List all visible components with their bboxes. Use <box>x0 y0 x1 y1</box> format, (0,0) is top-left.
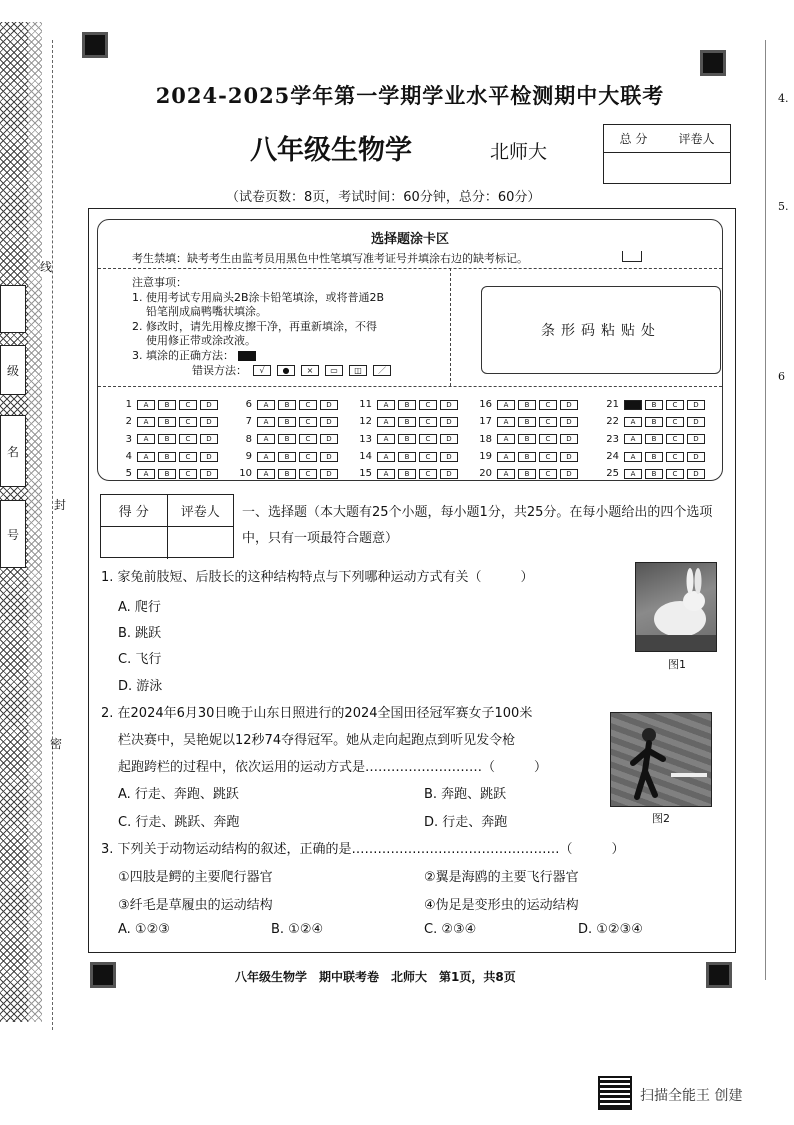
bubble-row <box>118 448 218 465</box>
answer-bubble-13-d[interactable]: D <box>440 434 458 444</box>
answer-bubble-25-a[interactable]: A <box>624 469 642 479</box>
bubble-question-number: 19 <box>479 451 492 463</box>
answer-bubble-16-a[interactable]: A <box>497 400 515 410</box>
answer-bubble-9-d[interactable]: D <box>320 452 338 462</box>
answer-bubble-23-d[interactable]: D <box>687 434 705 444</box>
wrong-mark-dot: ● <box>277 365 295 376</box>
answer-bubble-6-b[interactable]: B <box>278 400 296 410</box>
bubble-row <box>478 448 578 465</box>
answer-bubble-12-b[interactable]: B <box>398 417 416 427</box>
q2-option-b[interactable]: B. 奔跑、跳跃 <box>424 787 507 802</box>
bubble-question-number: 15 <box>359 468 372 480</box>
answer-bubble-10-a[interactable]: A <box>257 469 275 479</box>
answer-bubble-8-a[interactable]: A <box>257 434 275 444</box>
answer-bubble-18-c[interactable]: C <box>539 434 557 444</box>
binding-char-seal: 封 <box>54 498 67 512</box>
answer-bubble-1-a[interactable]: A <box>137 400 155 410</box>
answer-bubble-19-c[interactable]: C <box>539 452 557 462</box>
bubble-row <box>238 465 338 482</box>
q3-option-a[interactable]: A. ①②③ <box>118 922 170 937</box>
bubble-question-number: 14 <box>359 451 372 463</box>
bubble-question-number: 20 <box>479 468 492 480</box>
answer-bubble-23-a[interactable]: A <box>624 434 642 444</box>
answer-bubble-15-c[interactable]: C <box>419 469 437 479</box>
page-footer: 八年级生物学 期中联考卷 北师大 第1页，共8页 <box>235 970 516 984</box>
grader-label: 评卷人 <box>678 132 715 146</box>
bubble-question-number: 4 <box>125 451 132 463</box>
answer-bubble-11-c[interactable]: C <box>419 400 437 410</box>
q1-option-a[interactable]: A. 爬行 <box>118 600 161 615</box>
bubble-row <box>605 431 705 448</box>
next-page-edge <box>765 40 794 980</box>
note-3-text: 3. 填涂的正确方法： <box>132 348 234 362</box>
answer-bubble-15-a[interactable]: A <box>377 469 395 479</box>
answer-bubble-4-d[interactable]: D <box>200 452 218 462</box>
bubble-question-number: 18 <box>479 433 492 445</box>
answer-bubble-2-d[interactable]: D <box>200 417 218 427</box>
bubble-question-number: 2 <box>125 416 132 428</box>
bubble-row <box>358 413 458 430</box>
answer-bubble-20-d[interactable]: D <box>560 469 578 479</box>
barcode-area: 条形码粘贴处 <box>481 286 721 374</box>
answer-bubble-21-b[interactable]: B <box>645 400 663 410</box>
answer-bubble-3-c[interactable]: C <box>179 434 197 444</box>
registration-mark-tl <box>82 32 108 58</box>
q1-stem: 1. 家兔前肢短、后肢长的这种结构特点与下列哪种运动方式有关（ ） <box>101 570 534 585</box>
bubble-question-number: 8 <box>245 433 252 445</box>
bubble-row <box>358 448 458 465</box>
bubble-row <box>358 465 458 482</box>
answer-bubble-22-c[interactable]: C <box>666 417 684 427</box>
bubble-row <box>118 465 218 482</box>
answer-bubble-17-d[interactable]: D <box>560 417 578 427</box>
wrong-mark-bar: ▭ <box>325 365 343 376</box>
bubble-column <box>118 396 218 482</box>
q2-option-a[interactable]: A. 行走、奔跑、跳跃 <box>118 787 239 802</box>
note-1b: 铅笔削成扁鸭嘴状填涂。 <box>146 305 267 319</box>
bubble-row <box>605 448 705 465</box>
exam-info: （试卷页数：8页，考试时间：60分钟，总分：60分） <box>226 190 541 205</box>
bubble-question-number: 1 <box>125 399 132 411</box>
bubble-question-number: 11 <box>359 399 372 411</box>
bubble-question-number: 22 <box>606 416 619 428</box>
answer-bubble-19-b[interactable]: B <box>518 452 536 462</box>
q2-option-d[interactable]: D. 行走、奔跑 <box>424 815 508 830</box>
answer-bubble-23-c[interactable]: C <box>666 434 684 444</box>
answer-bubble-16-c[interactable]: C <box>539 400 557 410</box>
binding-label-name: 名 <box>0 415 26 487</box>
answer-bubble-5-c[interactable]: C <box>179 469 197 479</box>
bubble-row <box>118 431 218 448</box>
bubble-column <box>238 396 338 482</box>
q1-option-d[interactable]: D. 游泳 <box>118 679 163 694</box>
bubble-column <box>605 396 705 482</box>
answer-bubble-18-b[interactable]: B <box>518 434 536 444</box>
notes-block <box>132 276 447 378</box>
bubble-question-number: 9 <box>245 451 252 463</box>
answer-bubble-17-c[interactable]: C <box>539 417 557 427</box>
section-score-label: 得 分 <box>101 495 168 526</box>
answer-bubble-19-d[interactable]: D <box>560 452 578 462</box>
binding-box-blank <box>0 285 26 333</box>
answer-bubble-10-c[interactable]: C <box>299 469 317 479</box>
wrong-mark-slash: ／ <box>373 365 391 376</box>
answer-bubble-25-b[interactable]: B <box>645 469 663 479</box>
section-heading: 一、选择题（本大题有25个小题，每小题1分，共25分。在每小题给出的四个选项中，只有一项最符合题意） <box>242 505 713 546</box>
q3-option-c[interactable]: C. ②③④ <box>424 922 477 937</box>
wrong-mark-cross: × <box>301 365 319 376</box>
answer-bubble-7-a[interactable]: A <box>257 417 275 427</box>
bubble-row <box>118 396 218 413</box>
answer-bubble-18-d[interactable]: D <box>560 434 578 444</box>
answer-bubble-14-a[interactable]: A <box>377 452 395 462</box>
absent-note: 考生禁填：缺考考生由监考员用黑色中性笔填写准考证号并填涂右边的缺考标记。 <box>132 252 528 265</box>
note-2a: 2. 修改时，请先用橡皮擦干净，再重新填涂，不得 <box>132 319 377 333</box>
answer-bubble-3-b[interactable]: B <box>158 434 176 444</box>
bubble-question-number: 12 <box>359 416 372 428</box>
bubble-question-number: 6 <box>245 399 252 411</box>
registration-mark-bl <box>90 962 116 988</box>
answer-bubble-4-c[interactable]: C <box>179 452 197 462</box>
answer-card-title: 选择题涂卡区 <box>370 232 449 247</box>
q1-option-b[interactable]: B. 跳跃 <box>118 626 162 641</box>
section-grader-label: 评卷人 <box>180 505 220 520</box>
q2-line-1: 2. 在2024年6月30日晚于山东日照进行的2024全国田径冠军赛女子100米 <box>101 706 533 721</box>
wrong-methods-row <box>192 364 447 379</box>
answer-bubble-9-c[interactable]: C <box>299 452 317 462</box>
bubble-column <box>358 396 458 482</box>
wrong-mark-half: ◫ <box>349 365 367 376</box>
q3-statement-1: ①四肢是鳄的主要爬行器官 <box>118 870 273 885</box>
answer-bubble-16-b[interactable]: B <box>518 400 536 410</box>
bubble-question-number: 3 <box>125 433 132 445</box>
q1-option-c[interactable]: C. 飞行 <box>118 652 162 667</box>
q3-stem: 3. 下列关于动物运动结构的叙述，正确的是…………………………………………（ ） <box>101 842 625 857</box>
bubble-row <box>358 396 458 413</box>
answer-bubble-19-a[interactable]: A <box>497 452 515 462</box>
exam-title: 2024-2025学年第一学期学业水平检测期中大联考 <box>155 83 665 108</box>
answer-bubble-6-a[interactable]: A <box>257 400 275 410</box>
answer-bubble-10-d[interactable]: D <box>320 469 338 479</box>
edge-mark-5: 5. <box>778 200 789 213</box>
bubble-question-number: 10 <box>239 468 252 480</box>
bubble-question-number: 25 <box>606 468 619 480</box>
answer-bubble-7-b[interactable]: B <box>278 417 296 427</box>
q3-option-d[interactable]: D. ①②③④ <box>578 922 643 937</box>
answer-bubble-12-a[interactable]: A <box>377 417 395 427</box>
wrong-mark-check: √ <box>253 365 271 376</box>
figure-2-caption: 图2 <box>652 812 670 825</box>
answer-bubble-25-c[interactable]: C <box>666 469 684 479</box>
answer-bubble-12-d[interactable]: D <box>440 417 458 427</box>
answer-bubble-3-a[interactable]: A <box>137 434 155 444</box>
answer-bubble-2-c[interactable]: C <box>179 417 197 427</box>
bubble-question-number: 7 <box>245 416 252 428</box>
wrong-method-label: 错误方法： <box>192 363 247 377</box>
answer-bubble-13-b[interactable]: B <box>398 434 416 444</box>
answer-bubble-22-a[interactable]: A <box>624 417 642 427</box>
answer-bubble-6-d[interactable]: D <box>320 400 338 410</box>
bubble-question-number: 5 <box>125 468 132 480</box>
correct-fill-sample <box>238 351 256 361</box>
edge-mark-6: 6 <box>778 370 785 383</box>
binding-char-secret: 密 <box>50 737 63 751</box>
answer-bubble-2-b[interactable]: B <box>158 417 176 427</box>
bubble-row <box>478 396 578 413</box>
note-3 <box>132 349 447 364</box>
answer-bubble-8-d[interactable]: D <box>320 434 338 444</box>
answer-bubble-8-b[interactable]: B <box>278 434 296 444</box>
card-divider-vertical <box>450 268 451 386</box>
answer-bubble-5-a[interactable]: A <box>137 469 155 479</box>
answer-bubble-15-d[interactable]: D <box>440 469 458 479</box>
answer-bubble-22-d[interactable]: D <box>687 417 705 427</box>
binding-strip-shadow <box>28 22 42 1022</box>
note-2b: 使用修正带或涂改液。 <box>146 334 256 348</box>
answer-bubble-8-c[interactable]: C <box>299 434 317 444</box>
q2-option-c[interactable]: C. 行走、跳跃、奔跑 <box>118 815 240 830</box>
bubble-question-number: 24 <box>606 451 619 463</box>
answer-bubble-14-b[interactable]: B <box>398 452 416 462</box>
rabbit-photo <box>635 562 717 652</box>
binding-label-class: 级 <box>0 345 26 395</box>
answer-bubble-5-d[interactable]: D <box>200 469 218 479</box>
answer-bubble-14-d[interactable]: D <box>440 452 458 462</box>
bubble-row <box>605 413 705 430</box>
answer-bubble-21-a[interactable] <box>624 400 642 410</box>
answer-bubble-15-b[interactable]: B <box>398 469 416 479</box>
q3-statement-2: ②翼是海鸥的主要飞行器官 <box>424 870 579 885</box>
answer-bubble-16-d[interactable]: D <box>560 400 578 410</box>
binding-char-line: 线 <box>40 260 53 274</box>
total-score-table <box>603 124 731 184</box>
answer-bubble-17-b[interactable]: B <box>518 417 536 427</box>
card-divider-bottom <box>98 386 722 387</box>
answer-bubble-18-a[interactable]: A <box>497 434 515 444</box>
bubble-question-number: 17 <box>479 416 492 428</box>
bubble-row <box>605 396 705 413</box>
answer-bubble-3-d[interactable]: D <box>200 434 218 444</box>
q2-line-2: 栏决赛中，吴艳妮以12秒74夺得冠军。她从走向起跑点到听见发令枪 <box>118 733 516 748</box>
answer-bubble-20-b[interactable]: B <box>518 469 536 479</box>
binding-dash-line <box>52 40 53 1030</box>
answer-bubble-9-b[interactable]: B <box>278 452 296 462</box>
answer-bubble-7-c[interactable]: C <box>299 417 317 427</box>
bubble-question-number: 16 <box>479 399 492 411</box>
answer-bubble-6-c[interactable]: C <box>299 400 317 410</box>
answer-bubble-13-c[interactable]: C <box>419 434 437 444</box>
bubble-row <box>478 431 578 448</box>
absent-mark-box[interactable] <box>622 251 642 262</box>
bubble-row <box>605 465 705 482</box>
bubble-row <box>238 413 338 430</box>
edge-mark-4: 4. <box>778 92 789 105</box>
answer-bubble-11-b[interactable]: B <box>398 400 416 410</box>
card-divider-top <box>98 268 722 269</box>
answer-card <box>97 219 723 481</box>
section-score-box <box>100 494 234 558</box>
bubble-row <box>478 465 578 482</box>
bubble-row <box>238 431 338 448</box>
bubble-row <box>238 448 338 465</box>
bubble-column <box>478 396 578 482</box>
answer-bubble-24-b[interactable]: B <box>645 452 663 462</box>
answer-bubble-11-a[interactable]: A <box>377 400 395 410</box>
answer-bubble-13-a[interactable]: A <box>377 434 395 444</box>
answer-bubble-1-d[interactable]: D <box>200 400 218 410</box>
answer-bubble-23-b[interactable]: B <box>645 434 663 444</box>
q3-statement-3: ③纤毛是草履虫的运动结构 <box>118 898 273 913</box>
answer-bubble-14-c[interactable]: C <box>419 452 437 462</box>
section-score-cell[interactable] <box>101 527 168 559</box>
q3-option-b[interactable]: B. ①②④ <box>271 922 324 937</box>
hurdler-photo <box>610 712 712 807</box>
answer-bubble-24-d[interactable]: D <box>687 452 705 462</box>
qr-code-icon <box>598 1076 632 1110</box>
answer-bubble-22-b[interactable]: B <box>645 417 663 427</box>
subject-title: 八年级生物学 <box>250 135 412 166</box>
answer-bubble-11-d[interactable]: D <box>440 400 458 410</box>
answer-bubble-2-a[interactable]: A <box>137 417 155 427</box>
answer-bubble-21-d[interactable]: D <box>687 400 705 410</box>
answer-bubble-10-b[interactable]: B <box>278 469 296 479</box>
answer-bubble-12-c[interactable]: C <box>419 417 437 427</box>
answer-bubble-7-d[interactable]: D <box>320 417 338 427</box>
bubble-row <box>118 413 218 430</box>
scanner-watermark: 扫描全能王 创建 <box>640 1088 743 1104</box>
answer-bubble-24-a[interactable]: A <box>624 452 642 462</box>
bubble-row <box>478 413 578 430</box>
answer-bubble-20-c[interactable]: C <box>539 469 557 479</box>
bubble-row <box>238 396 338 413</box>
total-score-label: 总 分 <box>619 132 648 146</box>
registration-mark-tr <box>700 50 726 76</box>
answer-bubble-20-a[interactable]: A <box>497 469 515 479</box>
edition-label: 北师大 <box>490 141 548 163</box>
answer-bubble-4-a[interactable]: A <box>137 452 155 462</box>
registration-mark-br <box>706 962 732 988</box>
bubble-row <box>358 431 458 448</box>
figure-1-caption: 图1 <box>668 658 686 671</box>
section-grader-cell[interactable] <box>168 527 234 559</box>
notes-title: 注意事项： <box>132 276 187 289</box>
answer-bubble-5-b[interactable]: B <box>158 469 176 479</box>
q2-line-3: 起跑跨栏的过程中，依次运用的运动方式是………………………（ ） <box>118 760 548 775</box>
answer-bubble-25-d[interactable]: D <box>687 469 705 479</box>
answer-bubble-1-b[interactable]: B <box>158 400 176 410</box>
q3-statement-4: ④伪足是变形虫的运动结构 <box>424 898 579 913</box>
answer-bubble-1-c[interactable]: C <box>179 400 197 410</box>
answer-bubble-4-b[interactable]: B <box>158 452 176 462</box>
answer-bubble-9-a[interactable]: A <box>257 452 275 462</box>
bubble-question-number: 23 <box>606 433 619 445</box>
answer-bubble-21-c[interactable]: C <box>666 400 684 410</box>
binding-label-number: 号 <box>0 500 26 568</box>
bubble-question-number: 21 <box>606 399 619 411</box>
note-1a: 1. 使用考试专用扁头2B涂卡铅笔填涂，或将普通2B <box>132 290 385 304</box>
answer-bubble-17-a[interactable]: A <box>497 417 515 427</box>
answer-bubble-24-c[interactable]: C <box>666 452 684 462</box>
bubble-question-number: 13 <box>359 433 372 445</box>
